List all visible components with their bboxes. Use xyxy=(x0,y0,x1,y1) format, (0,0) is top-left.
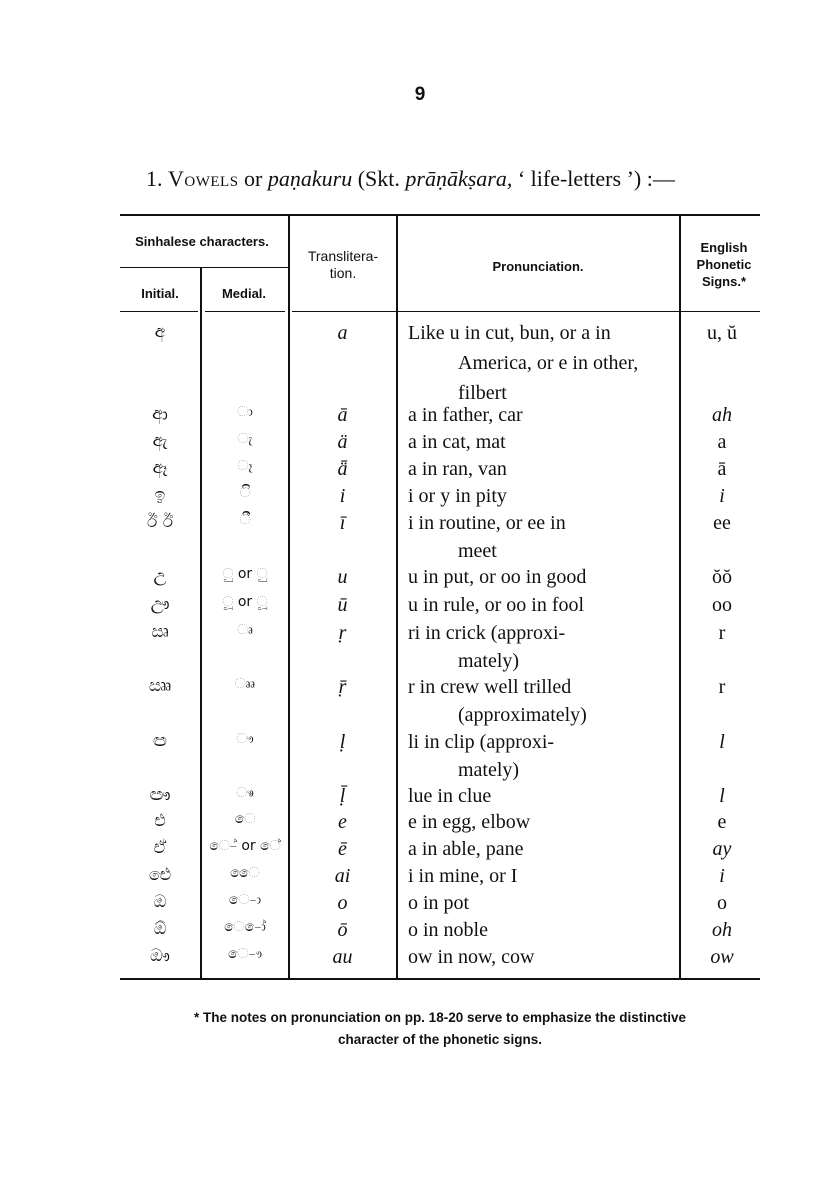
heading-term: Vowels xyxy=(168,166,239,191)
table-row xyxy=(0,731,840,758)
heading-native-term: paṇakuru xyxy=(267,166,353,191)
pronunciation-cell: o in noble xyxy=(408,919,488,941)
header-medial: Medial. xyxy=(221,286,267,301)
pronunciation-cell: America, or e in other, xyxy=(458,352,639,374)
table-row xyxy=(0,458,840,485)
footnote-line-1: * The notes on pronunciation on pp. 18-20 serve to emphasize the distinctive xyxy=(193,1010,687,1025)
header-bottom-rule-left xyxy=(120,311,198,312)
heading-connector: or xyxy=(244,166,263,191)
medial-cell: ෛ xyxy=(230,865,260,881)
pronunciation-cell: ri in crick (approxi- xyxy=(408,622,566,644)
translit-cell: ä xyxy=(337,431,348,453)
pronunciation-cell: a in cat, mat xyxy=(408,431,506,453)
pronunciation-cell: i in mine, or I xyxy=(408,865,518,887)
translit-cell: ū xyxy=(337,594,348,616)
pronunciation-cell: mately) xyxy=(458,759,520,781)
phonetic-cell: e xyxy=(717,811,727,833)
translit-cell: ī xyxy=(339,512,346,534)
table-row xyxy=(0,865,840,892)
table-row xyxy=(0,431,840,458)
pronunciation-cell: a in ran, van xyxy=(408,458,507,480)
phonetic-cell: i xyxy=(719,865,725,887)
pronunciation-cell: i in routine, or ee in xyxy=(408,512,566,534)
medial-cell: ෘ xyxy=(237,622,253,638)
phonetic-cell: i xyxy=(719,485,725,507)
phonetic-cell: ee xyxy=(713,512,731,534)
header-pronunciation: Pronunciation. xyxy=(492,259,584,274)
translit-cell: ḷ xyxy=(339,731,346,753)
pronunciation-cell: filbert xyxy=(458,382,507,404)
initial-cell: ඓ xyxy=(148,865,172,885)
medial-cell: ු or ු xyxy=(222,566,268,582)
phonetic-cell: ay xyxy=(712,838,732,860)
medial-cell: ෲ xyxy=(234,676,256,692)
initial-cell: එ xyxy=(154,811,166,831)
phonetic-cell: l xyxy=(719,785,725,807)
table-row xyxy=(0,404,840,431)
initial-cell: ඏ xyxy=(153,731,167,751)
phonetic-cell: oo xyxy=(712,594,732,616)
translit-cell: ā xyxy=(337,404,348,426)
pronunciation-cell: a in father, car xyxy=(408,404,523,426)
phonetic-cell: a xyxy=(717,431,727,453)
table-row xyxy=(0,540,840,567)
translit-cell: e xyxy=(338,811,347,833)
table-row xyxy=(0,566,840,593)
heading-number: 1. xyxy=(146,166,163,191)
table-row xyxy=(0,838,840,865)
translit-cell: ō xyxy=(337,919,348,941)
table-row xyxy=(0,322,840,349)
medial-cell: ෙ xyxy=(234,811,256,827)
pronunciation-cell: lue in clue xyxy=(408,785,492,807)
translit-cell: ṝ xyxy=(338,676,347,698)
pronunciation-cell: (approximately) xyxy=(458,704,587,726)
pronunciation-cell: i or y in pity xyxy=(408,485,507,507)
pronunciation-cell: li in clip (approxi- xyxy=(408,731,555,753)
medial-cell: ෟ xyxy=(236,731,254,747)
initial-cell: ඐ xyxy=(149,785,171,805)
page-number: 9 xyxy=(414,84,426,105)
header-initial: Initial. xyxy=(141,286,179,301)
initial-cell: ආ xyxy=(152,404,168,424)
header-bottom-rule-right xyxy=(292,311,760,312)
medial-cell: ෙ–ා xyxy=(228,892,262,908)
header-sinhalese: Sinhalese characters. xyxy=(135,234,269,249)
phonetic-cell: ā xyxy=(717,458,727,480)
medial-cell: ි xyxy=(239,485,251,501)
table-row xyxy=(0,811,840,838)
initial-cell: ඌ xyxy=(150,594,170,614)
section-heading xyxy=(146,166,675,192)
table-row xyxy=(0,512,840,539)
phonetic-cell: r xyxy=(718,676,726,698)
table-row xyxy=(0,919,840,946)
table-row xyxy=(0,485,840,512)
footnote-line-2: character of the phonetic signs. xyxy=(337,1032,543,1047)
pronunciation-cell: Like u in cut, bun, or a in xyxy=(408,322,611,344)
phonetic-cell: oh xyxy=(712,919,732,941)
translit-cell: u xyxy=(337,566,348,588)
pronunciation-cell: u in rule, or oo in fool xyxy=(408,594,585,616)
medial-cell: ී xyxy=(239,512,251,528)
header-sub-rule xyxy=(120,267,288,268)
medial-cell: ා xyxy=(237,404,253,420)
table-row xyxy=(0,622,840,649)
initial-cell: අ xyxy=(154,322,166,342)
table-bottom-rule xyxy=(120,978,760,980)
table-row xyxy=(0,650,840,677)
table-top-rule xyxy=(120,214,760,216)
translit-cell: ǟ xyxy=(337,458,348,480)
initial-cell: ඔ xyxy=(153,892,167,912)
medial-cell: ෙ–ෟ xyxy=(227,946,263,962)
translit-cell: ḹ xyxy=(339,785,346,807)
table-row xyxy=(0,759,840,786)
pronunciation-cell: o in pot xyxy=(408,892,470,914)
heading-gloss: ‘ life-letters ’) :— xyxy=(517,166,675,191)
initial-cell: ඒ xyxy=(153,838,167,858)
translit-cell: ai xyxy=(334,865,351,887)
initial-cell: ඖ xyxy=(150,946,170,966)
phonetic-cell: ah xyxy=(712,404,732,426)
pronunciation-cell: a in able, pane xyxy=(408,838,524,860)
initial-cell: ඇ xyxy=(152,431,168,451)
phonetic-cell: ow xyxy=(710,946,734,968)
phonetic-cell: o xyxy=(717,892,727,914)
medial-cell: ෑ xyxy=(237,458,253,474)
heading-skt-term: prāṇākṣara, xyxy=(405,166,513,191)
medial-cell: ූ or ූ xyxy=(222,594,268,610)
pronunciation-cell: r in crew well trilled xyxy=(408,676,572,698)
translit-cell: ē xyxy=(338,838,347,860)
initial-cell: ඍ xyxy=(151,622,169,642)
table-row xyxy=(0,594,840,621)
table-row xyxy=(0,704,840,731)
footnote xyxy=(120,1007,760,1051)
table-row xyxy=(0,892,840,919)
header-bottom-rule-mid xyxy=(205,311,285,312)
table-row xyxy=(0,676,840,703)
translit-cell: a xyxy=(337,322,348,344)
pronunciation-cell: u in put, or oo in good xyxy=(408,566,587,588)
header-phonetic: English Phonetic Signs.* xyxy=(696,240,752,289)
pronunciation-cell: meet xyxy=(458,540,497,562)
medial-cell: ෙ–ෝ xyxy=(224,919,266,935)
translit-cell: ṛ xyxy=(338,622,347,644)
pronunciation-cell: mately) xyxy=(458,650,520,672)
pronunciation-cell: ow in now, cow xyxy=(408,946,535,968)
initial-cell: ඉ xyxy=(154,485,166,505)
table-row xyxy=(0,946,840,973)
phonetic-cell: ŏŏ xyxy=(712,566,732,588)
pronunciation-cell: e in egg, elbow xyxy=(408,811,531,833)
medial-cell: ෳ xyxy=(236,785,254,801)
initial-cell: ඈ xyxy=(152,458,168,478)
initial-cell: උ xyxy=(153,566,167,586)
header-translit: Translitera-tion. xyxy=(307,248,379,281)
medial-cell: ෙ–් or ේ xyxy=(209,838,281,854)
translit-cell: o xyxy=(337,892,348,914)
phonetic-cell: u, ŭ xyxy=(707,322,737,344)
phonetic-cell: l xyxy=(719,731,725,753)
table-row xyxy=(0,785,840,812)
phonetic-cell: r xyxy=(718,622,726,644)
translit-cell: au xyxy=(332,946,353,968)
translit-cell: i xyxy=(339,485,346,507)
table-row xyxy=(0,352,840,379)
heading-paren-open: (Skt. xyxy=(357,166,400,191)
initial-cell: ඕ xyxy=(153,919,167,939)
initial-cell: ඎ xyxy=(148,676,172,696)
medial-cell: ැ xyxy=(237,431,253,447)
initial-cell: ඊ ඊ xyxy=(146,512,174,532)
